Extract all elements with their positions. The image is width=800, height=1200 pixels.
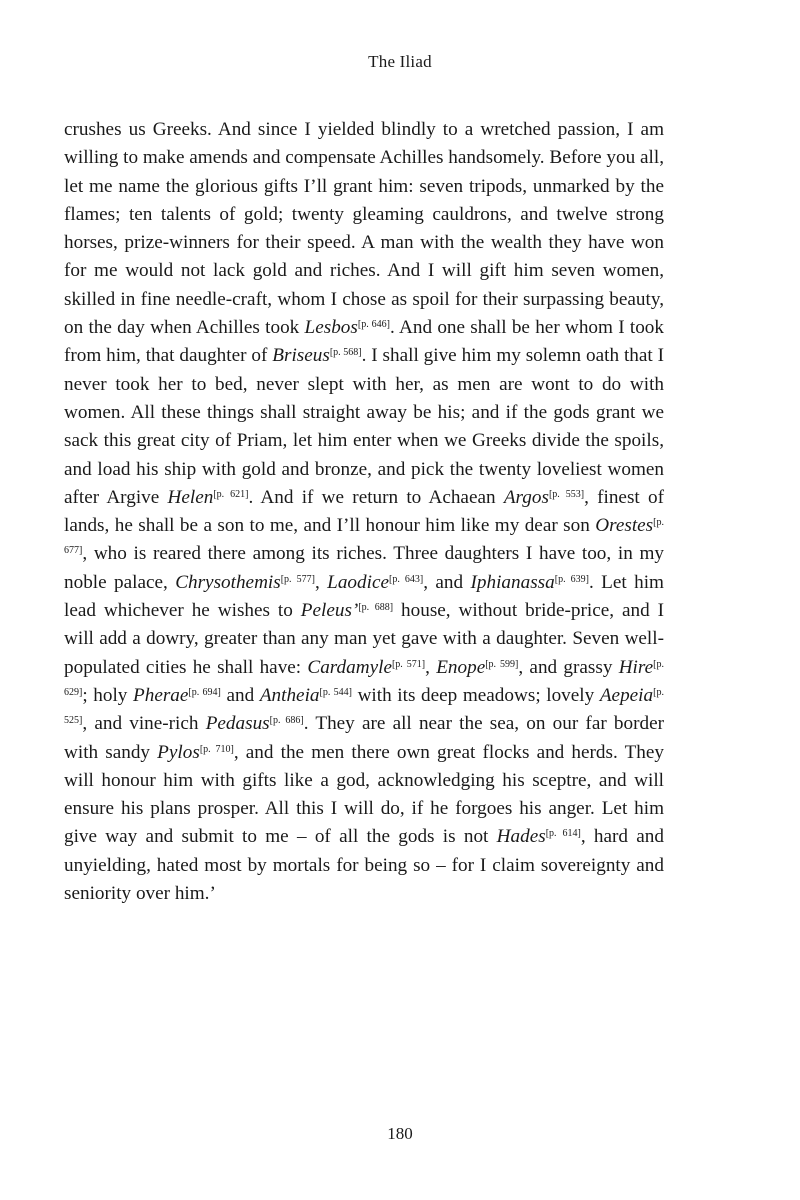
proper-name: Pedasus: [205, 713, 270, 735]
page-reference: [p. 646]: [357, 319, 390, 331]
text-run: . Let him lead whichever he wishes to: [64, 571, 664, 622]
proper-name: Pylos: [157, 741, 200, 763]
text-run: , and: [423, 571, 471, 593]
proper-name: Peleus’: [300, 600, 359, 622]
page-reference: [p. 639]: [554, 573, 589, 585]
text-run: ,: [425, 656, 437, 678]
text-run: , hard and unyielding, hated most by mortals for being so – for I claim sovereignty and seniority over him.’: [64, 826, 664, 905]
text-run: crushes us Greeks. And since I yielded blindly to a wretched passion, I am willing to make amends and compensate Achilles handsomely. Before you all, let me name the glorious gifts I’ll grant him: seven tripods, unmarked by the flames; ten talents of gold; twenty gleaming cauldrons, and twelve strong horses, prize-winners for their speed. A man with the wealth they have won for me would not lack gold and riches. And I will gift him seven women, skilled in fine needle-craft, whom I chose as spoil for their surpassing beauty, on the day when Achilles took: [64, 119, 664, 339]
text-run: , and the men there own great flocks and herds. They will honour him with gifts like a god, acknowledging his sceptre, and will ensure his plans prosper. All this I will do, if he forgoes his anger. Let him give way and submit to me – of all the gods is not: [64, 741, 664, 848]
proper-name: Enope: [436, 656, 486, 678]
page-reference: [p. 553]: [548, 488, 585, 500]
text-run: , finest of lands, he shall be a son to me, and I’ll honour him like my dear son: [64, 486, 664, 537]
proper-name: Chrysothemis: [175, 571, 281, 593]
page-reference: [p. 599]: [485, 658, 519, 670]
proper-name: Laodice: [327, 571, 389, 593]
text-run: . I shall give him my solemn oath that I never took her to bed, never slept with her, as men are wont to do with women. All these things shall straight away be his; and if the gods grant we sack this great city of Priam, let him enter when we Greeks divide the spoils, and load his ship with gold and bronze, and pick the twenty loveliest women after Argive: [64, 345, 664, 508]
proper-name: Argos: [503, 486, 549, 508]
text-run: , and grassy: [518, 656, 619, 678]
proper-name: Briseus: [272, 345, 330, 367]
proper-name: Aepeia: [599, 684, 654, 706]
proper-name: Cardamyle: [307, 656, 392, 678]
page-number: 180: [387, 1124, 413, 1143]
page-reference: [p. 568]: [329, 347, 362, 359]
page-reference: [p. 614]: [545, 828, 581, 840]
page-reference: [p. 629]: [64, 658, 665, 698]
proper-name: Lesbos: [304, 317, 358, 339]
text-run: . They are all near the sea, on our far border with sandy: [64, 713, 664, 763]
page-reference: [p. 686]: [269, 715, 304, 727]
text-run: ,: [314, 571, 328, 593]
text-run: . And one shall be her whom I took from him, that daughter of: [64, 317, 664, 367]
page-reference: [p. 571]: [391, 658, 426, 670]
page-reference: [p. 694]: [188, 686, 221, 698]
running-header: The Iliad: [368, 52, 432, 71]
proper-name: Orestes: [595, 515, 654, 537]
page-reference: [p. 525]: [64, 686, 664, 727]
text-run: house, without bride-price, and I will add a dowry, greater than any man yet gave with a daughter. Seven well-populated cities he shall have:: [64, 600, 664, 678]
proper-name: Hades: [496, 826, 546, 848]
proper-name: Antheia: [259, 684, 320, 706]
text-run: . And if we return to Achaean: [248, 486, 504, 508]
page-reference: [p. 621]: [213, 488, 249, 500]
proper-name: Iphianassa: [470, 571, 555, 593]
page-reference: [p. 677]: [64, 517, 664, 557]
text-run: and: [220, 684, 260, 706]
text-run: , who is reared there among its riches. Three daughters I have too, in my noble palace,: [64, 543, 664, 593]
page-reference: [p. 577]: [280, 573, 315, 585]
page-reference: [p. 688]: [358, 602, 394, 614]
page-reference: [p. 710]: [199, 743, 234, 755]
page-reference: [p. 643]: [388, 573, 424, 585]
proper-name: Hire: [618, 656, 654, 678]
text-run: with its deep meadows; lovely: [351, 684, 600, 706]
body-paragraph: [64, 116, 664, 908]
proper-name: Helen: [167, 486, 214, 508]
text-run: ; holy: [82, 684, 133, 706]
text-run: , and vine-rich: [82, 713, 206, 735]
page-reference: [p. 544]: [319, 686, 352, 698]
proper-name: Pherae: [133, 684, 189, 706]
